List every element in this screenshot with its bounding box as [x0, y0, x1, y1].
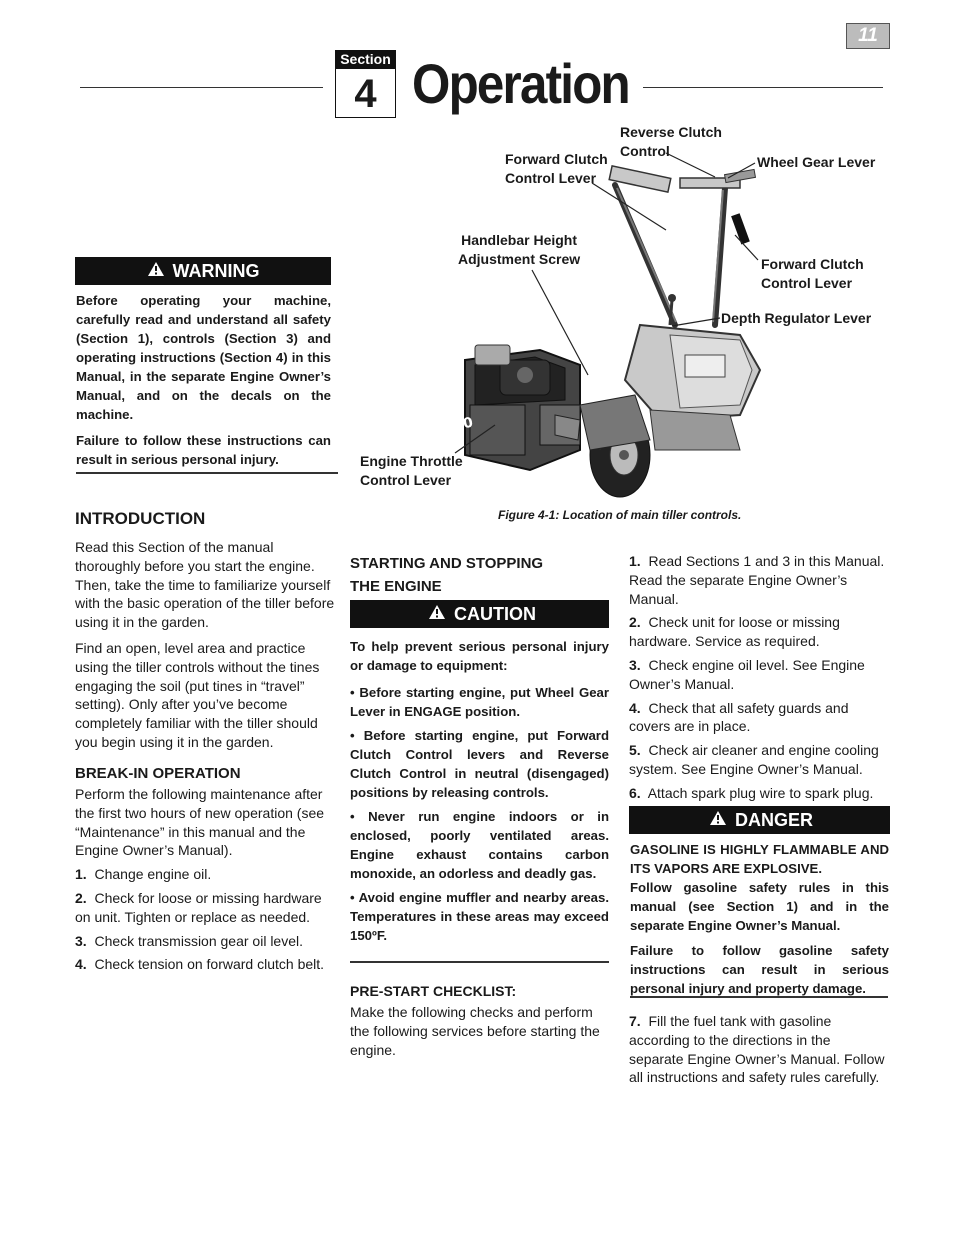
list-item: 1. Change engine oil.	[75, 866, 212, 883]
section-number: 4	[335, 68, 396, 118]
prestart-text: Make the following checks and perform the following services before starting the engine.	[350, 1004, 600, 1058]
caution-bullets	[350, 683, 609, 945]
break-in-heading: BREAK-IN OPERATION	[75, 765, 241, 782]
list-item: 2. Check unit for loose or missing hardware. Service as required.	[629, 614, 840, 650]
introduction-paragraph-1: Read this Section of the manual thoroughly before you start the engine. Then, take the time to familiarize yourself with the basic operation of the tiller before using it in the garden.	[75, 539, 335, 631]
list-item: 1. Read Sections 1 and 3 in this Manual. Read the separate Engine Owner’s Manual.	[629, 553, 885, 607]
warning-body	[76, 291, 331, 469]
danger-bottom-rule	[630, 996, 888, 998]
list-item: 3. Check engine oil level. See Engine Owner’s Manual.	[629, 656, 865, 692]
callout-forward-clutch-top: Forward Clutch Control Lever	[505, 151, 608, 186]
section-label: Section	[335, 50, 396, 68]
starting-heading: STARTING AND STOPPING THE ENGINE	[350, 555, 544, 595]
caution-bullet: • Never run engine indoors or in enclosed, poorly ventilated areas. Engine exhaust contains carbon monoxide, an odorless and deadly gas.	[350, 809, 610, 881]
callout-depth-regulator: Depth Regulator Lever	[721, 310, 872, 326]
danger-paragraph-3: Failure to follow gasoline safety instructions can result in serious personal injury and property damage.	[630, 943, 889, 996]
danger-paragraph-2: Follow gasoline safety rules in this manual (see Section 1) and in the separate Engine Owner’s Manual.	[630, 880, 889, 933]
step-7: 7. Fill the fuel tank with gasoline according to the directions in the separate Engine Owner’s Manual. Follow all instructions and safety rules carefully.	[629, 1013, 885, 1086]
figure-caption: Figure 4-1: Location of main tiller controls.	[498, 508, 742, 522]
caution-bottom-rule	[350, 961, 609, 963]
caution-bullet: • Before starting engine, put Wheel Gear Lever in ENGAGE position.	[350, 685, 609, 719]
list-item: 4. Check tension on forward clutch belt.	[75, 956, 325, 973]
checklist	[629, 552, 889, 808]
break-in-intro: Perform the following maintenance after the first two hours of new operation (see “Maintenance” in this manual and the Engine Owner’s Manual).	[75, 786, 325, 859]
warning-bottom-rule	[76, 472, 338, 474]
caution-body	[350, 637, 609, 945]
page-number: 11	[846, 23, 890, 49]
warning-paragraph-1: Before operating your machine, carefully read and understand all safety (Section 1), controls (Section 3) and operating instructions (Section 4) in this Manual, in the separate Engine Owner’s Manual, and on the decals on the machine.	[76, 293, 331, 422]
introduction-paragraph-2: Find an open, level area and practice using the tiller controls without the tines engaging the soil (put tines in “travel” setting). Only after you’ve become completely familiar with the tiller should you begin using it in the garden.	[75, 639, 320, 750]
page-title: Operation	[412, 52, 629, 115]
list-item: 5. Check air cleaner and engine cooling system. See Engine Owner’s Manual.	[629, 742, 879, 777]
list-item: 2. Check for loose or missing hardware on unit. Tighten or replace as needed.	[75, 889, 322, 925]
warning-banner	[75, 257, 331, 285]
warning-paragraph-2: Failure to follow these instructions can result in serious personal injury.	[76, 433, 331, 467]
prestart-heading: PRE-START CHECKLIST:	[350, 983, 517, 999]
callout-wheel-gear: Wheel Gear Lever	[757, 154, 876, 170]
list-item: 6. Attach spark plug wire to spark plug.	[629, 784, 874, 801]
list-item: 4. Check that all safety guards and covers are in place.	[629, 699, 849, 735]
callout-engine-throttle: Engine Throttle Control Lever	[360, 453, 463, 488]
danger-triangle-icon	[709, 806, 727, 834]
danger-body	[630, 840, 889, 998]
caution-bullet: • Avoid engine muffler and nearby areas. Temperatures in these areas may exceed 150ºF.	[350, 890, 609, 943]
caution-title: CAUTION	[454, 604, 536, 624]
danger-paragraph-1: GASOLINE IS HIGHLY FLAMMABLE AND ITS VAPORS ARE EXPLOSIVE.	[630, 842, 889, 876]
list-item: 3. Check transmission gear oil level.	[75, 932, 303, 949]
svg-text:20: 20	[452, 414, 475, 435]
warning-triangle-icon	[147, 257, 165, 285]
caution-intro: To help prevent serious personal injury or damage to equipment:	[350, 639, 609, 673]
introduction-heading: INTRODUCTION	[75, 509, 206, 528]
callout-handlebar-height: Handlebar Height Adjustment Screw	[458, 232, 581, 267]
caution-banner	[350, 600, 609, 628]
callout-forward-clutch-right: Forward Clutch Control Lever	[761, 256, 864, 291]
danger-title: DANGER	[735, 810, 814, 830]
introduction-text	[75, 538, 335, 752]
caution-triangle-icon	[428, 600, 446, 628]
break-in-section	[75, 785, 335, 979]
warning-title: WARNING	[172, 261, 260, 281]
callout-reverse-clutch: Reverse Clutch Control	[620, 124, 722, 159]
danger-banner	[629, 806, 890, 834]
caution-bullet: • Before starting engine, put Forward Clutch Control levers and Reverse Clutch Control in neutral (disengaged) positions by releasing controls.	[350, 728, 609, 800]
